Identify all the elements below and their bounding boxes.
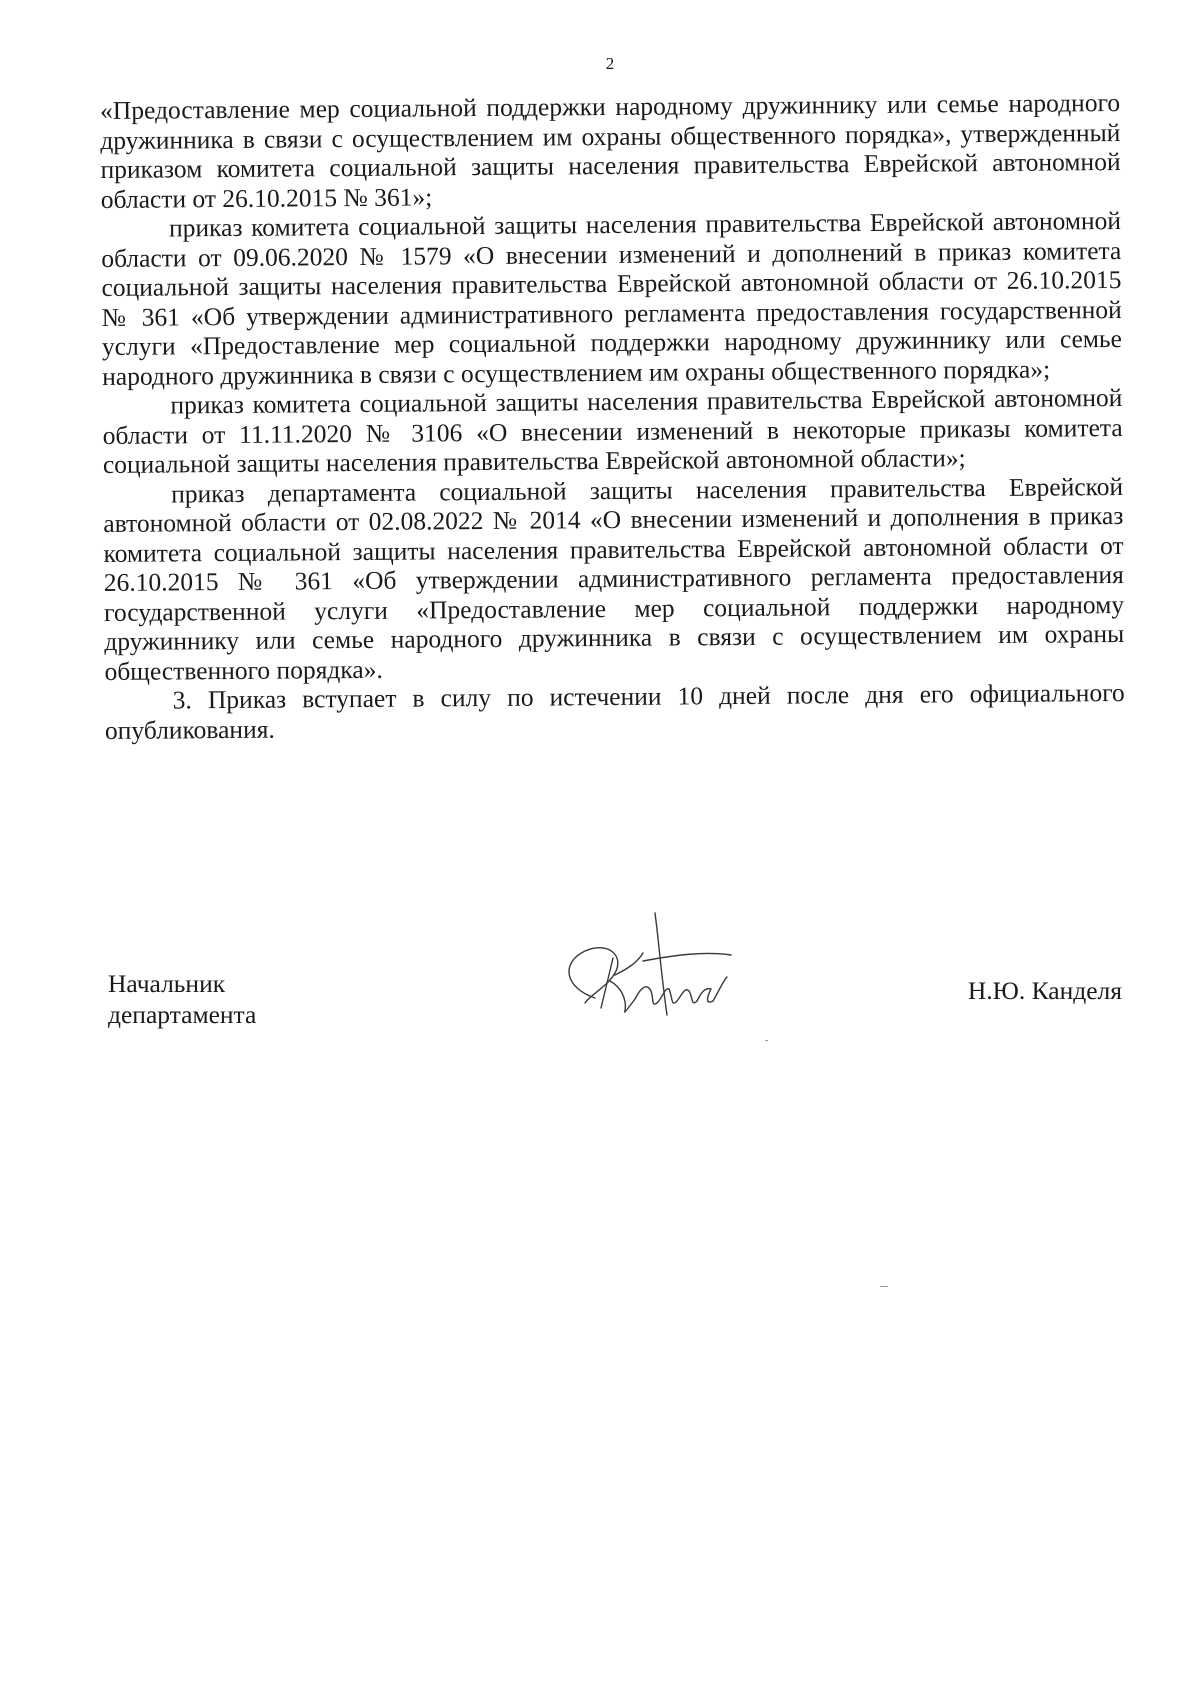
page-number: 2	[605, 54, 615, 73]
signatory-title	[108, 968, 256, 1030]
paragraph-order-2020-3106: приказ комитета социальной защиты населения правительства Еврейской автономной области от 11.11.2020 № 3106 «О внесении изменений в некоторые приказы комитета социальной защиты населения правительства Еврейской автономной области»;	[102, 382, 1123, 479]
signatory-name: Н.Ю. Канделя	[967, 976, 1122, 1005]
scan-speck	[765, 1040, 768, 1041]
signatory-title-line2: департамента	[108, 1000, 257, 1029]
handwritten-signature	[555, 903, 740, 1028]
signature-block	[0, 968, 1200, 1088]
paragraph-effective-date: 3. Приказ вступает в силу по истечении 10 дней после дня его официального опубликования.	[104, 677, 1125, 745]
paragraph-continuation: «Предоставление мер социальной поддержки народному дружиннику или семье народного дружинника в связи с осуществлением им охраны общественного порядка», утвержденный приказом комитета социальной защиты населения правительства Еврейской автономной области от 26.10.2015 № 361»;	[100, 87, 1121, 214]
paragraph-order-2020-1579: приказ комитета социальной защиты населения правительства Еврейской автономной области от 09.06.2020 № 1579 «О внесении изменений и дополнений в приказ комитета социальной защиты населения правительства Еврейской автономной области от 26.10.2015 № 361 «Об утверждении административного регламента предоставления государственной услуги «Предоставление мер социальной поддержки народному дружиннику или семье народного дружинника в связи с осуществлением им охраны общественного порядка»;	[101, 205, 1123, 391]
signatory-title-line1: Начальник	[108, 969, 226, 998]
document-body	[100, 88, 1125, 745]
scan-speck	[880, 1286, 888, 1287]
paragraph-order-2022-2014: приказ департамента социальной защиты населения правительства Еврейской автономной области от 02.08.2022 № 2014 «О внесении изменений и дополнения в приказ комитета социальной защиты населения правительства Еврейской автономной области от 26.10.2015 № 361 «Об утверждении административного регламента предоставления государственной услуги «Предоставление мер социальной поддержки народному дружиннику или семье народного дружинника в связи с осуществлением им охраны общественного порядка».	[103, 471, 1125, 686]
